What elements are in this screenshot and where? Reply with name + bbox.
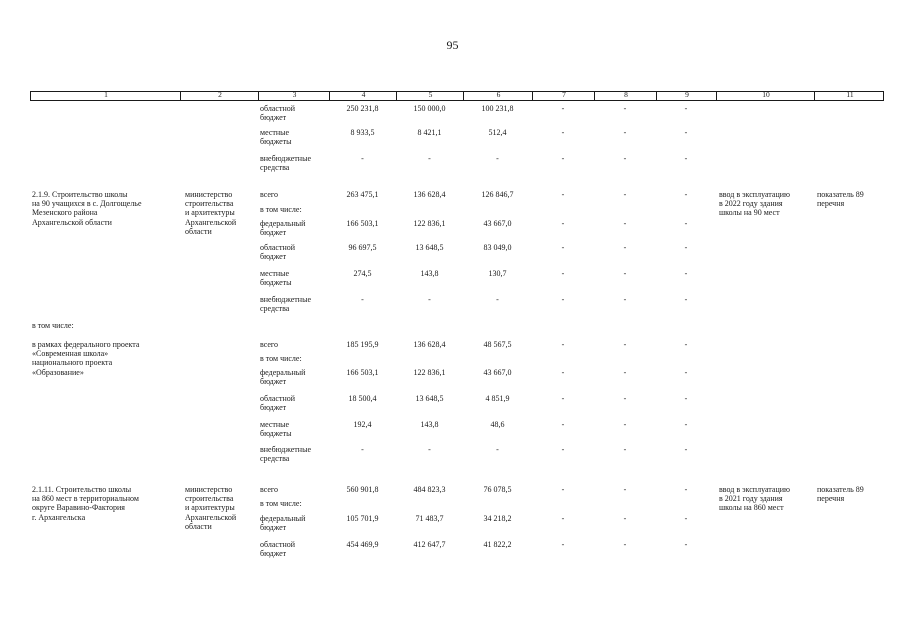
cell-source: областной бюджет [260,104,296,123]
cell-source: внебюджетные средства [260,295,311,314]
cell-value-col8: - [623,485,627,494]
cell-value-col7: - [561,445,565,454]
column-divider [716,92,717,100]
cell-value-col8: - [623,368,627,377]
column-divider [329,92,330,100]
cell-value-col4: 250 231,8 [346,104,379,113]
cell-value-col8: - [623,190,627,199]
cell-value-col9: - [684,445,688,454]
page-number: 95 [446,38,459,52]
cell-value-col8: - [623,219,627,228]
column-header-10: 10 [762,90,770,99]
cell-event: в том числе: [32,321,74,330]
cell-value-col8: - [623,514,627,523]
cell-result: ввод в эксплуатацию в 2022 году здания школы на 90 мест [719,190,790,218]
cell-value-col8: - [623,420,627,429]
cell-value-col8: - [623,104,627,113]
cell-value-col6: 4 851,9 [485,394,510,403]
cell-value-col4: 105 701,9 [346,514,379,523]
cell-value-col8: - [623,394,627,403]
column-divider [463,92,464,100]
column-header-7: 7 [562,90,566,99]
cell-source: местные бюджеты [260,420,292,439]
cell-value-col7: - [561,269,565,278]
cell-value-col7: - [561,340,565,349]
cell-value-col7: - [561,368,565,377]
cell-value-col4: - [361,154,364,163]
cell-value-col8: - [623,269,627,278]
cell-value-col4: 560 901,8 [346,485,379,494]
column-divider [532,92,533,100]
cell-value-col5: 484 823,3 [413,485,446,494]
cell-source: федеральный бюджет [260,514,306,533]
cell-value-col9: - [684,269,688,278]
column-header-5: 5 [428,90,433,99]
column-divider [180,92,181,100]
cell-value-col4: 166 503,1 [346,368,379,377]
cell-value-col6: 43 667,0 [483,368,512,377]
cell-value-col5: - [428,445,431,454]
cell-value-col5: 122 836,1 [413,219,446,228]
cell-value-col6: 41 822,2 [483,540,512,549]
cell-value-col8: - [623,295,627,304]
cell-source: всего [260,485,279,494]
cell-value-col8: - [623,243,627,252]
cell-value-col5: 143,8 [420,420,439,429]
cell-value-col9: - [684,154,688,163]
cell-value-col5: 13 648,5 [415,243,444,252]
cell-source: всего [260,190,279,199]
cell-value-col7: - [561,295,565,304]
cell-value-col9: - [684,243,688,252]
column-header-1: 1 [104,90,108,99]
column-divider [656,92,657,100]
cell-value-col4: - [361,295,364,304]
cell-value-col5: - [428,295,431,304]
cell-value-col6: 512,4 [488,128,507,137]
cell-source: федеральный бюджет [260,219,306,238]
cell-value-col7: - [561,128,565,137]
cell-value-col8: - [623,340,627,349]
cell-value-col9: - [684,340,688,349]
cell-event: 2.1.11. Строительство школы на 860 мест в территориальном округе Варавино-Фактория г. Архангельска [32,485,139,522]
column-divider [258,92,259,100]
cell-source: в том числе: [260,499,302,508]
table-header [30,91,884,101]
cell-value-col7: - [561,514,565,523]
cell-value-col9: - [684,540,688,549]
cell-executor: министерство строительства и архитектуры Архангельской области [185,190,237,236]
cell-value-col4: 8 933,5 [350,128,375,137]
cell-value-col7: - [561,540,565,549]
column-divider [814,92,815,100]
column-header-4: 4 [361,90,366,99]
column-header-8: 8 [624,90,628,99]
cell-value-col9: - [684,420,688,429]
cell-value-col9: - [684,394,688,403]
column-header-9: 9 [685,90,689,99]
cell-source: федеральный бюджет [260,368,306,387]
cell-indicator: показатель 89 перечня [817,485,864,504]
cell-source: внебюджетные средства [260,154,311,173]
cell-value-col7: - [561,104,565,113]
cell-value-col7: - [561,243,565,252]
cell-value-col8: - [623,445,627,454]
cell-value-col8: - [623,540,627,549]
cell-value-col6: 83 049,0 [483,243,512,252]
cell-value-col7: - [561,394,565,403]
cell-value-col4: 166 503,1 [346,219,379,228]
cell-value-col5: 143,8 [420,269,439,278]
cell-value-col9: - [684,104,688,113]
cell-value-col4: 454 469,9 [346,540,379,549]
cell-value-col7: - [561,485,565,494]
cell-value-col6: 130,7 [488,269,507,278]
cell-source: областной бюджет [260,394,296,413]
cell-value-col4: 192,4 [353,420,372,429]
cell-value-col5: 412 647,7 [413,540,446,549]
cell-value-col6: 76 078,5 [483,485,512,494]
cell-value-col5: 13 648,5 [415,394,444,403]
cell-value-col7: - [561,219,565,228]
cell-value-col6: 48,6 [490,420,505,429]
cell-value-col8: - [623,128,627,137]
cell-value-col7: - [561,154,565,163]
column-header-2: 2 [218,90,222,99]
cell-value-col4: 96 697,5 [348,243,377,252]
cell-value-col7: - [561,420,565,429]
cell-source: местные бюджеты [260,269,292,288]
column-divider [594,92,595,100]
cell-result: ввод в эксплуатацию в 2021 году здания школы на 860 мест [719,485,790,513]
cell-value-col5: 8 421,1 [417,128,442,137]
cell-value-col9: - [684,485,688,494]
cell-value-col5: - [428,154,431,163]
cell-value-col4: 18 500,4 [348,394,377,403]
cell-value-col8: - [623,154,627,163]
cell-value-col6: 34 218,2 [483,514,512,523]
cell-value-col9: - [684,295,688,304]
cell-value-col5: 122 836,1 [413,368,446,377]
column-divider [396,92,397,100]
cell-event: 2.1.9. Строительство школы на 90 учащихся в с. Долгощелье Мезенского района Архангельской области [32,190,142,227]
cell-source: местные бюджеты [260,128,292,147]
cell-value-col9: - [684,219,688,228]
cell-value-col5: 71 483,7 [415,514,444,523]
cell-event: в рамках федерального проекта «Современная школа» национального проекта «Образование» [32,340,140,377]
cell-value-col9: - [684,128,688,137]
cell-source: областной бюджет [260,540,296,559]
cell-value-col9: - [684,190,688,199]
cell-value-col5: 150 000,0 [413,104,446,113]
column-header-6: 6 [496,90,501,99]
cell-value-col6: 48 567,5 [483,340,512,349]
cell-indicator: показатель 89 перечня [817,190,864,209]
cell-value-col5: 136 628,4 [413,340,446,349]
cell-value-col4: - [361,445,364,454]
cell-value-col4: 185 195,9 [346,340,379,349]
cell-value-col6: - [496,295,499,304]
cell-value-col6: 100 231,8 [481,104,514,113]
cell-value-col4: 263 475,1 [346,190,379,199]
cell-source: областной бюджет [260,243,296,262]
cell-value-col6: 126 846,7 [481,190,514,199]
cell-value-col6: 43 667,0 [483,219,512,228]
column-header-3: 3 [292,90,297,99]
cell-source: всего [260,340,279,349]
cell-value-col6: - [496,154,499,163]
cell-source: в том числе: [260,354,302,363]
cell-value-col9: - [684,368,688,377]
cell-source: в том числе: [260,205,302,214]
cell-source: внебюджетные средства [260,445,311,464]
cell-value-col7: - [561,190,565,199]
cell-value-col5: 136 628,4 [413,190,446,199]
cell-executor: министерство строительства и архитектуры Архангельской области [185,485,237,531]
cell-value-col9: - [684,514,688,523]
cell-value-col4: 274,5 [353,269,372,278]
column-header-11: 11 [846,90,854,99]
cell-value-col6: - [496,445,499,454]
